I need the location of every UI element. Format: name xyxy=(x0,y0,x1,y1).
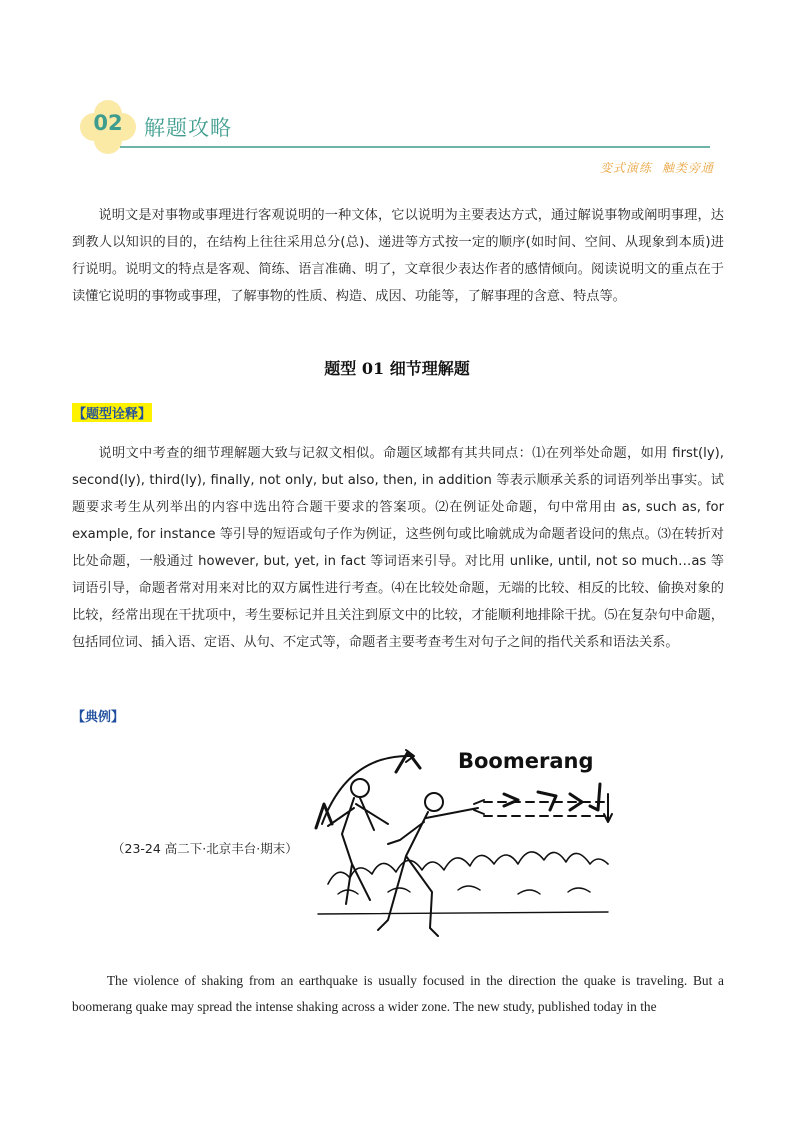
boomerang-illustration xyxy=(308,744,620,944)
figure-label: Boomerang xyxy=(458,749,594,773)
question-type-title: 题型 01 细节理解题 xyxy=(324,359,470,378)
explain-paragraph: 说明文中考查的细节理解题大致与记叙文相似。命题区域都有其共同点：⑴在列举处命题，如用 first(ly), second(ly), third(ly), finally, not only, but also, then, in addition 等表示顺承关系的词语列举出事实。试题要求考生从列举出的内容中选出符合题干要求的答案项。⑵在例证处命题，句中常用由 as, such as, for example, for instance 等引导的短语或句子作为例证，这些例句或比喻就成为命题者设问的焦点。⑶在转折对比处命题，一般通过 however, but, yet, in fact 等词语来引导。对比用 unlike, until, not so much…as 等词语引导，命题者常对用来对比的双方属性进行考查。⑷在比较处命题，无端的比较、相反的比较、偷换对象的比较，经常出现在干扰项中，考生要标记并且关注到原文中的比较，才能顺利地排除干扰。⑸在复杂句中命题，包括同位词、插入语、定语、从句、不定式等，命题者主要考查考生对句子之间的指代关系和语法关系。 xyxy=(72,446,724,650)
example-tag: 【典例】 xyxy=(72,710,125,725)
slogan-part-1: 变式演练 xyxy=(599,161,652,175)
section-number: 02 xyxy=(93,111,123,135)
section-title: 解题攻略 xyxy=(144,116,232,140)
explain-tag: 【题型诠释】 xyxy=(72,403,152,422)
intro-paragraph: 说明文是对事物或事理进行客观说明的一种文体，它以说明为主要表达方式，通过解说事物或阐明事理，达到教人以知识的目的，在结构上往往采用总分(总)、递进等方式按一定的顺序(如时间、空间、从现象到本质)进行说明。说明文的特点是客观、简练、语言准确、明了，文章很少表达作者的感情倾向。阅读说明文的重点在于读懂它说明的事物或事理，了解事物的性质、构造、成因、功能等，了解事理的含意、特点等。 xyxy=(72,208,724,304)
section-header xyxy=(80,96,710,156)
example-source: （23-24 高二下·北京丰台·期末） xyxy=(112,841,298,856)
slogan-part-2: 触类旁通 xyxy=(661,161,714,175)
slogan xyxy=(600,159,714,176)
header-divider xyxy=(120,146,710,148)
example-passage: The violence of shaking from an earthquake is usually focused in the direction the quake is traveling. But a boomerang quake may spread the intense shaking across a wider zone. The new study, published today in the xyxy=(72,973,724,1014)
